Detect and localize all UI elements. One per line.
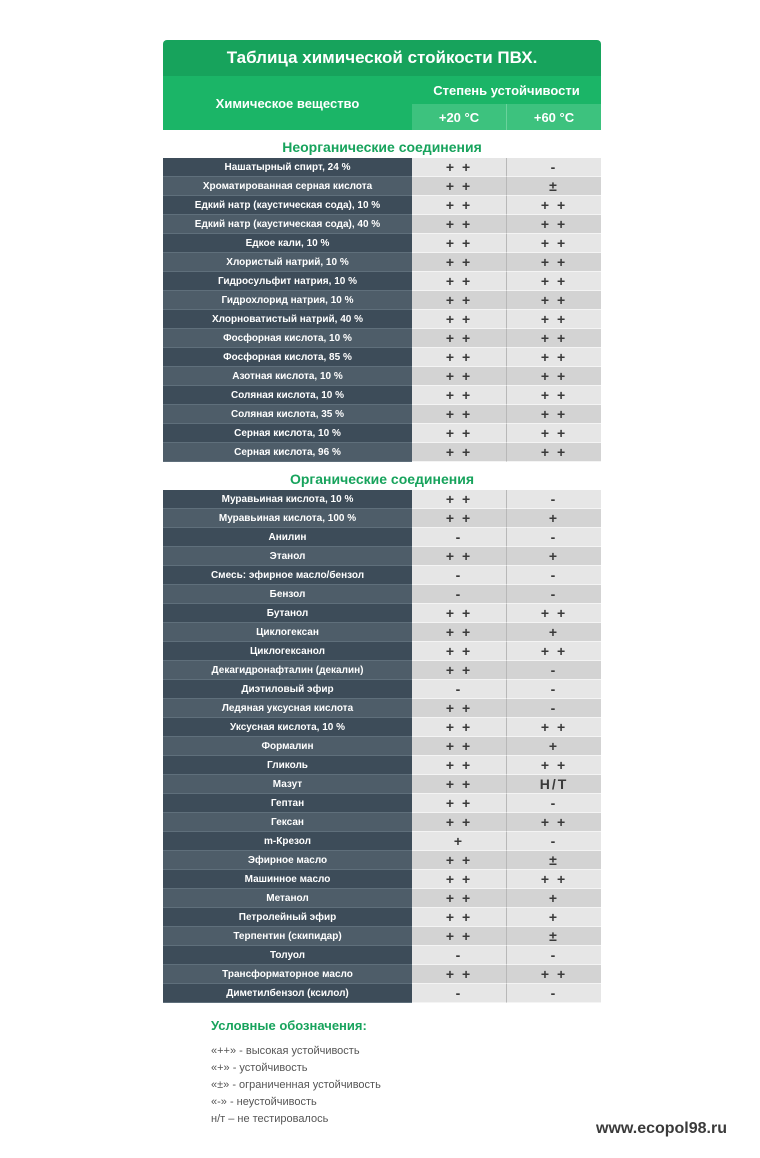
substance-name: Диэтиловый эфир	[163, 680, 412, 699]
legend	[211, 1018, 381, 1128]
resistance-20: +	[412, 832, 507, 851]
resistance-60: + +	[507, 424, 601, 443]
resistance-20: + +	[412, 158, 507, 177]
table-row	[163, 623, 601, 642]
substance-name: Гликоль	[163, 756, 412, 775]
table-row	[163, 718, 601, 737]
table-row	[163, 272, 601, 291]
table-row	[163, 253, 601, 272]
resistance-60: +	[507, 889, 601, 908]
substance-name: Гидросульфит натрия, 10 %	[163, 272, 412, 291]
table-row	[163, 158, 601, 177]
substance-name: Циклогексанол	[163, 642, 412, 661]
resistance-20: + +	[412, 234, 507, 253]
resistance-20: + +	[412, 927, 507, 946]
substance-name: Машинное масло	[163, 870, 412, 889]
substance-name: Бутанол	[163, 604, 412, 623]
table-row	[163, 367, 601, 386]
substance-name: Уксусная кислота, 10 %	[163, 718, 412, 737]
resistance-60: ±	[507, 927, 601, 946]
resistance-60: ±	[507, 851, 601, 870]
resistance-60: +	[507, 509, 601, 528]
resistance-20: + +	[412, 215, 507, 234]
resistance-20: + +	[412, 851, 507, 870]
table-row	[163, 509, 601, 528]
table-row	[163, 680, 601, 699]
resistance-20: + +	[412, 329, 507, 348]
section-title-inorganic: Неорганические соединения	[282, 139, 482, 155]
header-temp-60: +60 °C	[506, 104, 601, 130]
table-row	[163, 528, 601, 547]
table-row	[163, 604, 601, 623]
resistance-20: + +	[412, 547, 507, 566]
table-row	[163, 310, 601, 329]
resistance-60: + +	[507, 310, 601, 329]
resistance-20: + +	[412, 310, 507, 329]
resistance-20: + +	[412, 642, 507, 661]
table-row	[163, 908, 601, 927]
resistance-60: -	[507, 699, 601, 718]
substance-name: Эфирное масло	[163, 851, 412, 870]
substance-name: Мазут	[163, 775, 412, 794]
resistance-60: + +	[507, 604, 601, 623]
substance-name: Трансформаторное масло	[163, 965, 412, 984]
table-row	[163, 547, 601, 566]
table-row	[163, 946, 601, 965]
substance-name: Метанол	[163, 889, 412, 908]
resistance-20: + +	[412, 965, 507, 984]
resistance-60: +	[507, 737, 601, 756]
table-row	[163, 490, 601, 509]
table-row	[163, 329, 601, 348]
resistance-20: + +	[412, 794, 507, 813]
substance-name: Едкий натр (каустическая сода), 40 %	[163, 215, 412, 234]
table-row	[163, 443, 601, 462]
resistance-20: + +	[412, 424, 507, 443]
substance-name: Бензол	[163, 585, 412, 604]
table-row	[163, 775, 601, 794]
resistance-60: + +	[507, 870, 601, 889]
table-row	[163, 196, 601, 215]
substance-name: Этанол	[163, 547, 412, 566]
resistance-20: + +	[412, 813, 507, 832]
resistance-20: + +	[412, 405, 507, 424]
resistance-20: + +	[412, 272, 507, 291]
resistance-60: +	[507, 623, 601, 642]
substance-name: Терпентин (скипидар)	[163, 927, 412, 946]
resistance-60: + +	[507, 291, 601, 310]
substance-name: Гептан	[163, 794, 412, 813]
substance-name: Толуол	[163, 946, 412, 965]
table-row	[163, 566, 601, 585]
resistance-60: -	[507, 661, 601, 680]
header-substance: Химическое вещество	[215, 95, 360, 111]
table-row	[163, 965, 601, 984]
resistance-60: + +	[507, 348, 601, 367]
substance-name: Гидрохлорид натрия, 10 %	[163, 291, 412, 310]
resistance-20: + +	[412, 509, 507, 528]
substance-name: Анилин	[163, 528, 412, 547]
table-row	[163, 215, 601, 234]
table-header	[163, 76, 601, 130]
table-row	[163, 984, 601, 1003]
resistance-20: -	[412, 566, 507, 585]
resistance-60: Н/Т	[507, 775, 601, 794]
table-row	[163, 386, 601, 405]
resistance-20: -	[412, 680, 507, 699]
resistance-20: -	[412, 946, 507, 965]
substance-name: Едкий натр (каустическая сода), 10 %	[163, 196, 412, 215]
substance-name: Соляная кислота, 35 %	[163, 405, 412, 424]
resistance-20: + +	[412, 623, 507, 642]
section-title-organic: Органические соединения	[289, 471, 475, 487]
legend-item: «++» - высокая устойчивость	[211, 1045, 360, 1057]
site-url: www.ecopol98.ru	[596, 1120, 727, 1137]
substance-name: m-Крезол	[163, 832, 412, 851]
table-row	[163, 756, 601, 775]
resistance-60: -	[507, 680, 601, 699]
resistance-60: ±	[507, 177, 601, 196]
substance-name: Хлористый натрий, 10 %	[163, 253, 412, 272]
resistance-60: + +	[507, 215, 601, 234]
resistance-60: + +	[507, 386, 601, 405]
table-row	[163, 177, 601, 196]
resistance-60: + +	[507, 642, 601, 661]
resistance-20: + +	[412, 253, 507, 272]
substance-name: Петролейный эфир	[163, 908, 412, 927]
resistance-60: +	[507, 908, 601, 927]
table-row	[163, 291, 601, 310]
table-title: Таблица химической стойкости ПВХ.	[163, 40, 601, 76]
resistance-60: -	[507, 585, 601, 604]
substance-name: Диметилбензол (ксилол)	[163, 984, 412, 1003]
table-row	[163, 813, 601, 832]
table-row	[163, 699, 601, 718]
resistance-20: + +	[412, 367, 507, 386]
substance-name: Серная кислота, 10 %	[163, 424, 412, 443]
substance-name: Смесь: эфирное масло/бензол	[163, 566, 412, 585]
resistance-60: -	[507, 566, 601, 585]
table-row	[163, 234, 601, 253]
resistance-60: + +	[507, 196, 601, 215]
legend-title: Условные обозначения:	[211, 1018, 367, 1033]
table-row	[163, 642, 601, 661]
section-rows-inorganic	[163, 158, 601, 462]
resistance-60: -	[507, 490, 601, 509]
table-row	[163, 737, 601, 756]
resistance-60: -	[507, 528, 601, 547]
resistance-20: + +	[412, 291, 507, 310]
legend-item: «+» - устойчивость	[211, 1062, 308, 1074]
resistance-60: -	[507, 946, 601, 965]
substance-name: Гексан	[163, 813, 412, 832]
resistance-60: -	[507, 158, 601, 177]
resistance-20: + +	[412, 661, 507, 680]
substance-name: Формалин	[163, 737, 412, 756]
resistance-20: -	[412, 528, 507, 547]
resistance-20: + +	[412, 348, 507, 367]
resistance-60: -	[507, 832, 601, 851]
resistance-60: + +	[507, 367, 601, 386]
table-row	[163, 832, 601, 851]
table-row	[163, 889, 601, 908]
table-row	[163, 424, 601, 443]
table-row	[163, 585, 601, 604]
substance-name: Хроматированная серная кислота	[163, 177, 412, 196]
table-row	[163, 661, 601, 680]
resistance-20: + +	[412, 177, 507, 196]
legend-items	[211, 1043, 381, 1128]
substance-name: Фосфорная кислота, 85 %	[163, 348, 412, 367]
resistance-60: + +	[507, 234, 601, 253]
substance-name: Фосфорная кислота, 10 %	[163, 329, 412, 348]
resistance-60: + +	[507, 965, 601, 984]
substance-name: Декагидронафталин (декалин)	[163, 661, 412, 680]
header-resistance-group	[412, 76, 601, 130]
resistance-20: + +	[412, 737, 507, 756]
resistance-60: + +	[507, 272, 601, 291]
legend-item: «±» - ограниченная устойчивость	[211, 1079, 381, 1091]
substance-name: Циклогексан	[163, 623, 412, 642]
substance-name: Соляная кислота, 10 %	[163, 386, 412, 405]
resistance-20: + +	[412, 718, 507, 737]
resistance-20: + +	[412, 604, 507, 623]
resistance-60: + +	[507, 329, 601, 348]
table-row	[163, 794, 601, 813]
table-row	[163, 870, 601, 889]
resistance-60: + +	[507, 756, 601, 775]
resistance-60: + +	[507, 405, 601, 424]
substance-name: Азотная кислота, 10 %	[163, 367, 412, 386]
substance-name: Нашатырный спирт, 24 %	[163, 158, 412, 177]
table-row	[163, 851, 601, 870]
substance-name: Едкое кали, 10 %	[163, 234, 412, 253]
resistance-20: + +	[412, 908, 507, 927]
resistance-60: + +	[507, 813, 601, 832]
resistance-60: -	[507, 794, 601, 813]
resistance-20: + +	[412, 699, 507, 718]
table-row	[163, 927, 601, 946]
substance-name: Ледяная уксусная кислота	[163, 699, 412, 718]
resistance-20: -	[412, 984, 507, 1003]
header-resistance: Степень устойчивости	[433, 82, 580, 98]
substance-name: Муравьиная кислота, 10 %	[163, 490, 412, 509]
resistance-20: + +	[412, 386, 507, 405]
resistance-20: + +	[412, 196, 507, 215]
substance-name: Серная кислота, 96 %	[163, 443, 412, 462]
substance-name: Муравьиная кислота, 100 %	[163, 509, 412, 528]
section-rows-organic	[163, 490, 601, 1003]
resistance-20: + +	[412, 756, 507, 775]
resistance-table	[163, 40, 601, 1003]
resistance-20: + +	[412, 490, 507, 509]
table-row	[163, 348, 601, 367]
legend-item: «-» - неустойчивость	[211, 1096, 317, 1108]
resistance-20: + +	[412, 775, 507, 794]
resistance-20: -	[412, 585, 507, 604]
table-row	[163, 405, 601, 424]
resistance-20: + +	[412, 443, 507, 462]
resistance-60: + +	[507, 253, 601, 272]
legend-item: н/т – не тестировалось	[211, 1113, 329, 1125]
substance-name: Хлорноватистый натрий, 40 %	[163, 310, 412, 329]
resistance-60: + +	[507, 718, 601, 737]
header-temp-20: +20 °C	[438, 109, 480, 125]
resistance-20: + +	[412, 870, 507, 889]
resistance-60: + +	[507, 443, 601, 462]
resistance-20: + +	[412, 889, 507, 908]
resistance-60: +	[507, 547, 601, 566]
resistance-60: -	[507, 984, 601, 1003]
header-temperatures	[412, 104, 601, 130]
